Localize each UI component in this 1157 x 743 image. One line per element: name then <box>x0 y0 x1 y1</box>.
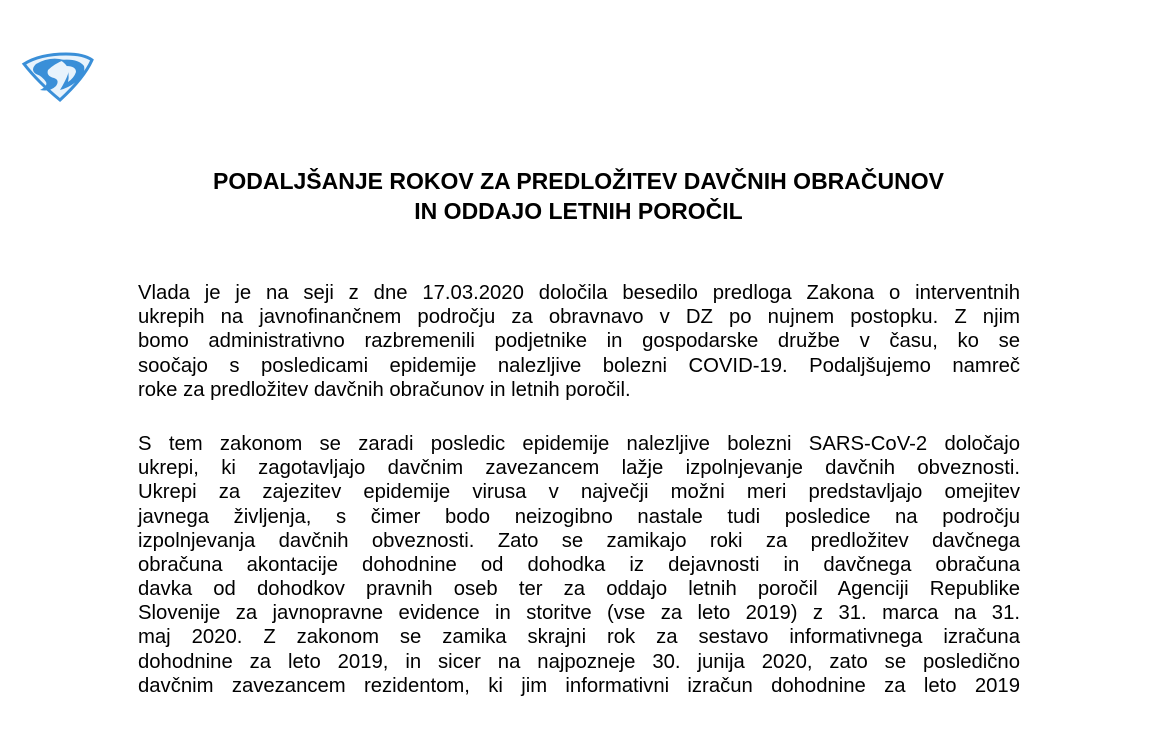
sd-logo-icon <box>20 50 96 104</box>
document-title-line-2: IN ODDAJO LETNIH POROČIL <box>414 198 743 224</box>
paragraph-2-line: S tem zakonom se zaradi posledic epidemije nalezljive bolezni SARS-CoV-2 določajo <box>138 432 1020 455</box>
paragraph-1-line: soočajo s posledicami epidemije nalezljive bolezni COVID-19. Podaljšujemo namreč <box>138 354 1020 377</box>
document-title-line-1: PODALJŠANJE ROKOV ZA PREDLOŽITEV DAVČNIH OBRAČUNOV <box>213 168 944 194</box>
paragraph-1-line: Vlada je je na seji z dne 17.03.2020 določila besedilo predloga Zakona o interventnih <box>138 282 1020 304</box>
paragraph-2-line: izpolnjevanja davčnih obveznosti. Zato se zamikajo roki za predložitev davčnega <box>138 529 1020 552</box>
paragraph-2-line: obračuna akontacije dohodnine od dohodka iz dejavnosti in davčnega obračuna <box>138 553 1020 576</box>
document-body <box>138 281 1020 698</box>
paragraph-1-line: roke za predložitev davčnih obračunov in letnih poročil. <box>138 378 631 401</box>
paragraph-1-line: bomo administrativno razbremenili podjetnike in gospodarske družbe v času, ko se <box>138 330 1020 353</box>
paragraph-2-line: davčnim zavezancem rezidentom, ki jim informativni izračun dohodnine za leto 2019 <box>138 674 1020 697</box>
paragraph-2-line: ukrepi, ki zagotavljajo davčnim zavezancem lažje izpolnjevanje davčnih obveznosti. <box>138 457 1020 480</box>
paragraph-2-line: Ukrepi za zajezitev epidemije virusa v največji možni meri predstavljajo omejitev <box>138 481 1020 504</box>
paragraph-2-line: dohodnine za leto 2019, in sicer na najpozneje 30. junija 2020, zato se posledično <box>138 650 1020 673</box>
paragraph-2-line: javnega življenja, s čimer bodo neizogibno nastale tudi posledice na področju <box>138 505 1020 528</box>
paragraph-1-line: ukrepih na javnofinančnem področju za obravnavo v DZ po nujnem postopku. Z njim <box>138 306 1020 329</box>
sd-logo <box>20 50 96 104</box>
paragraph-1 <box>138 281 1020 402</box>
document-title <box>100 166 1057 226</box>
paragraph-2-line: Slovenije za javnopravne evidence in storitve (vse za leto 2019) z 31. marca na 31. <box>138 602 1020 625</box>
paragraph-2-line: maj 2020. Z zakonom se zamika skrajni rok za sestavo informativnega izračuna <box>138 626 1020 649</box>
paragraph-2 <box>138 432 1020 698</box>
paragraph-2-line: davka od dohodkov pravnih oseb ter za oddajo letnih poročil Agenciji Republike <box>138 578 1020 601</box>
